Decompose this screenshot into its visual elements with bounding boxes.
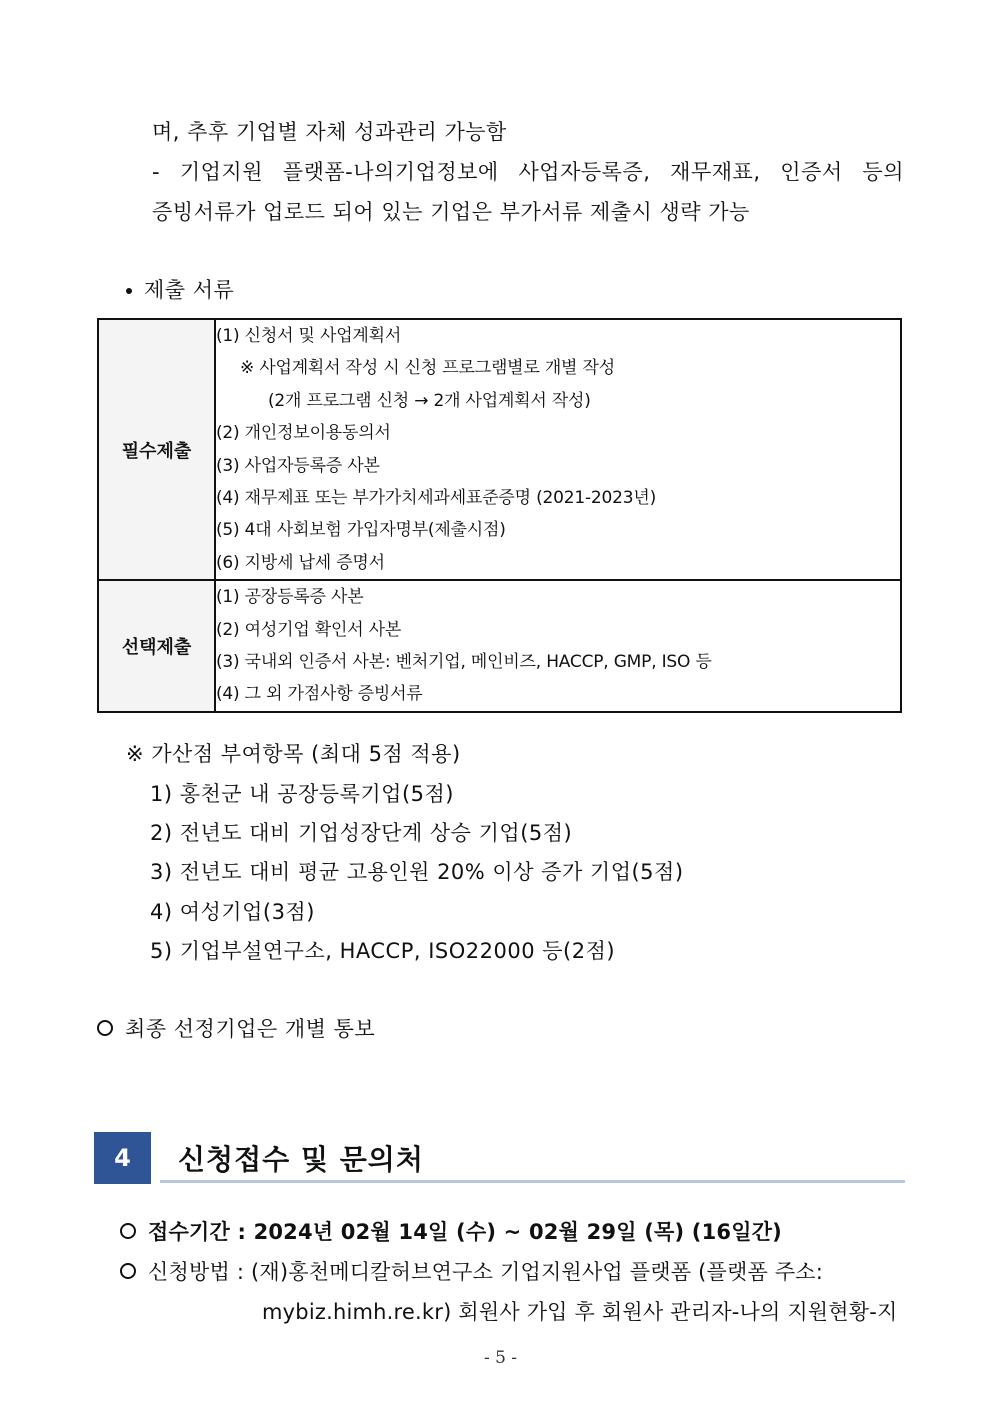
bonus-item: 4) 여성기업(3점) xyxy=(150,900,315,924)
final-notice-text: 최종 선정기업은 개별 통보 xyxy=(125,1017,376,1041)
list-item: (1) 신청서 및 사업계획서 xyxy=(216,326,402,346)
required-label: 필수제출 xyxy=(98,319,215,580)
section-title: 신청접수 및 문의처 xyxy=(178,1143,424,1176)
page-number: - 5 - xyxy=(483,1348,518,1368)
application-method-cont: mybiz.himh.re.kr) 회원사 가입 후 회원사 관리자-나의 지원현황-지 xyxy=(262,1300,898,1324)
required-items xyxy=(215,319,901,580)
intro-line-2: - 기업지원 플랫폼-나의기업정보에 사업자등록증, 재무재표, 인증서 등의 xyxy=(152,160,904,184)
application-period xyxy=(120,1216,782,1246)
bonus-heading: ※ 가산점 부여항목 (최대 5점 적용) xyxy=(126,742,461,766)
table-row-required xyxy=(98,319,901,580)
list-item-note-detail: (2개 프로그램 신청 → 2개 사업계획서 작성) xyxy=(268,390,591,411)
section-underline xyxy=(160,1180,905,1183)
application-method-text: 신청방법 : (재)홍천메디칼허브연구소 기업지원사업 플랫폼 (플랫폼 주소: xyxy=(148,1260,824,1284)
submission-documents-table xyxy=(97,318,902,713)
list-item: (4) 재무제표 또는 부가가치세과세표준증명 (2021-2023년) xyxy=(216,488,657,509)
list-item-note: ※ 사업계획서 작성 시 신청 프로그램별로 개별 작성 xyxy=(240,358,615,379)
bonus-item: 5) 기업부설연구소, HACCP, ISO22000 등(2점) xyxy=(150,939,616,963)
table-row-optional xyxy=(98,580,901,712)
application-method xyxy=(120,1256,823,1286)
list-item: (2) 여성기업 확인서 사본 xyxy=(216,619,402,640)
bonus-item: 1) 홍천군 내 공장등록기업(5점) xyxy=(150,782,454,806)
optional-label: 선택제출 xyxy=(98,580,215,712)
section-number-badge: 4 xyxy=(94,1132,151,1184)
circle-bullet-icon xyxy=(97,1020,113,1036)
list-item: (2) 개인정보이용동의서 xyxy=(216,423,391,444)
list-item: (5) 4대 사회보험 가입자명부(제출시점) xyxy=(216,520,506,541)
docs-heading-text: 제출 서류 xyxy=(144,278,235,302)
bonus-item: 2) 전년도 대비 기업성장단계 상승 기업(5점) xyxy=(150,821,573,845)
list-item: (3) 사업자등록증 사본 xyxy=(216,455,380,476)
bullet-icon xyxy=(126,288,132,294)
intro-line-1: 며, 추후 기업별 자체 성과관리 가능함 xyxy=(152,120,507,144)
list-item: (6) 지방세 납세 증명서 xyxy=(216,552,385,573)
circle-bullet-icon xyxy=(120,1263,136,1279)
list-item: (1) 공장등록증 사본 xyxy=(216,587,364,608)
intro-line-3: 증빙서류가 업로드 되어 있는 기업은 부가서류 제출시 생략 가능 xyxy=(152,200,750,224)
list-item: (4) 그 외 가점사항 증빙서류 xyxy=(216,684,423,705)
docs-heading xyxy=(126,274,234,304)
optional-items xyxy=(215,580,901,712)
bonus-item: 3) 전년도 대비 평균 고용인원 20% 이상 증가 기업(5점) xyxy=(150,860,684,884)
list-item: (3) 국내외 인증서 사본: 벤처기업, 메인비즈, HACCP, GMP, ISO 등 xyxy=(216,652,712,673)
final-notice xyxy=(97,1013,375,1043)
application-period-text: 접수기간 : 2024년 02월 14일 (수) ~ 02월 29일 (목) (16일간) xyxy=(148,1220,782,1244)
circle-bullet-icon xyxy=(120,1223,136,1239)
